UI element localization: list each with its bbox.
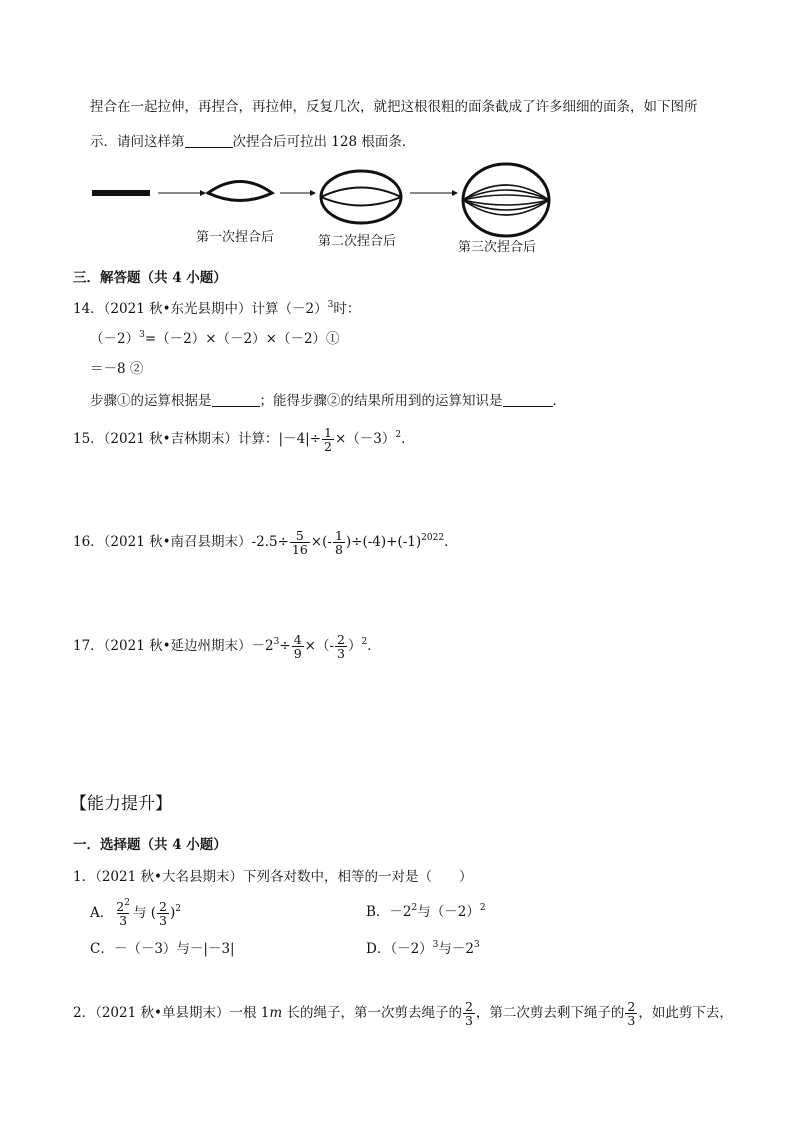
q17-frac1-num: 4	[293, 632, 302, 647]
mc1-option-a-close: )	[169, 905, 176, 922]
q17-end: ．	[367, 638, 381, 655]
section-3-heading: 三．解答题（共 4 小题）	[73, 270, 227, 286]
q16-fraction-1	[290, 529, 310, 556]
mc1-option-b-exp-2: 2	[479, 903, 486, 913]
q14-eq2-value: ＝－8	[90, 361, 126, 377]
q14-blank-2[interactable]	[503, 406, 553, 407]
q17-close: ）	[347, 638, 362, 655]
mc1-a-f1-num-base: 2	[116, 899, 125, 914]
q16-expr-b: ×(-	[310, 534, 332, 551]
q16-frac2-num: 1	[334, 528, 343, 543]
caption-second-pinch: 第二次捏合后	[318, 234, 397, 249]
q17-frac1-den: 9	[293, 646, 302, 662]
q16-frac1-den: 16	[291, 542, 308, 558]
q16-exponent: 2022	[421, 533, 445, 544]
mc1-option-a-label: A．	[90, 905, 114, 922]
mc2-prompt: 2．（2021 秋•单县期末）一根 1	[73, 1005, 270, 1022]
q14-step-mark-1: ①	[117, 393, 131, 409]
mc1-a-f1-num-exp: 2	[124, 898, 130, 908]
mc1-a-f1-den: 3	[119, 913, 128, 929]
step-2-marker: ②	[129, 361, 144, 377]
answer-blank[interactable]	[185, 147, 233, 148]
caption-first-pinch: 第一次捏合后	[196, 230, 275, 245]
q16-expr-c: )÷(-4)+(-1)	[345, 534, 422, 551]
mc1-a-f2-num: 2	[159, 899, 167, 914]
q15-end: ．	[401, 431, 415, 448]
mc-question-1: 1．（2021 秋•大名县期末）下列各对数中，相等的一对是（ ）	[73, 869, 473, 885]
q16-fraction-2	[333, 529, 345, 556]
q15-mid: ×（－3）	[335, 431, 396, 448]
intro-line-1: 捏合在一起拉伸，再捏合，再拉伸，反复几次，就把这根很粗的面条截成了许多细细的面条，如下图所	[90, 99, 698, 115]
mc1-a-f2-den: 3	[159, 913, 167, 929]
q17-exponent-1: 3	[273, 637, 280, 648]
q14-step-text-d: 的结果所用到的运算知识是	[340, 393, 503, 409]
mc2-text-c: ，如此剪下去，	[638, 1005, 733, 1022]
q14-steps	[90, 395, 566, 409]
mc2-frac2-den: 3	[627, 1013, 636, 1029]
mc1-option-c[interactable]: C．－（－3）与－|－3|	[90, 941, 235, 957]
mc1-option-a-mid: 与 (	[132, 905, 156, 922]
q14-step-text-c: ；能得步骤	[259, 393, 327, 409]
q17-frac2-num: 2	[337, 632, 345, 647]
mc2-text-b: ，第二次剪去剩下绳子的	[475, 1005, 625, 1022]
mc1-option-b-b: 与（－2）	[417, 904, 480, 920]
third-pinch-shape	[463, 164, 549, 236]
first-pinch-shape	[208, 182, 272, 201]
mc2-frac1-num: 2	[464, 999, 473, 1014]
mc1-option-d-exp-2: 3	[474, 940, 480, 950]
mc1-option-a-frac-2	[157, 900, 169, 927]
mc2-fraction-2	[625, 1000, 637, 1027]
mc1-option-d-b: 与－2	[438, 941, 474, 957]
q14-step-text-a: 步骤	[90, 393, 117, 409]
q17-frac2-den: 3	[337, 646, 345, 662]
arrow-2	[280, 190, 316, 196]
q15-fraction	[322, 426, 334, 453]
mc1-option-b-a: B．－2	[366, 904, 412, 920]
q14-blank-1[interactable]	[212, 406, 260, 407]
q17-div: ÷	[279, 638, 291, 655]
mc1-option-b[interactable]	[366, 903, 486, 920]
q14-exponent: 3	[327, 300, 334, 310]
caption-third-pinch: 第三次捏合后	[458, 240, 537, 255]
question-14	[73, 300, 361, 317]
q16-end: ．	[444, 534, 458, 551]
arrow-3	[410, 190, 458, 196]
mc2-frac2-num: 2	[627, 999, 636, 1014]
q17-prompt: 17．（2021 秋•延边州期末）－2	[73, 638, 274, 655]
ability-heading: 【能力提升】	[70, 794, 172, 814]
q14-equation-2	[90, 363, 143, 377]
q16-expr-a: -2.5÷	[251, 534, 289, 551]
mc1-option-b-exp-1: 2	[411, 903, 418, 913]
step-1-marker: ①	[326, 331, 340, 347]
q16-frac2-den: 8	[334, 542, 343, 558]
intro-line-2-start: 示．请问这样第	[90, 134, 185, 150]
q15-frac-num: 1	[324, 425, 332, 440]
q14-prompt: 14．（2021 秋•东光县期中）计算（－2）	[73, 301, 328, 317]
mc1-option-d-a: D．（－2）	[366, 941, 433, 957]
q14-eq-exponent: 3	[139, 330, 145, 340]
mc1-a-f1-num	[114, 900, 132, 913]
q15-exponent: 2	[395, 430, 402, 441]
question-16	[73, 529, 458, 556]
mc1-option-a-frac-1	[114, 900, 132, 927]
q14-prompt-end: 时：	[333, 301, 361, 317]
mc1-option-d-exp-1: 3	[432, 940, 439, 950]
mc-question-2	[73, 1000, 733, 1027]
arrow-1	[158, 190, 206, 196]
q17-mid: ×（-	[304, 638, 335, 655]
second-pinch-shape	[321, 171, 401, 223]
q14-step-end: ．	[552, 393, 566, 409]
q14-eq-expansion: =（－2）×（－2）×（－2）	[144, 331, 327, 347]
q14-eq-base: （－2）	[90, 331, 140, 347]
intro-line-2-end: 次捏合后可拉出 128 根面条．	[232, 134, 416, 150]
q14-step-mark-2: ②	[327, 393, 341, 409]
q16-prompt: 16．（2021 秋•南召县期末）	[73, 534, 252, 551]
mc2-unit: m	[269, 1005, 283, 1022]
q14-step-text-b: 的运算根据是	[130, 393, 212, 409]
mc1-option-a[interactable]	[90, 900, 181, 927]
section-1-heading: 一．选择题（共 4 小题）	[73, 837, 227, 853]
mc2-fraction-1	[463, 1000, 475, 1027]
q16-frac1-num: 5	[295, 528, 304, 543]
mc1-option-d[interactable]	[366, 940, 480, 957]
question-15	[73, 426, 415, 453]
question-17	[73, 633, 381, 660]
mc2-text-a: 长的绳子，第一次剪去绳子的	[282, 1005, 462, 1022]
mc2-frac1-den: 3	[464, 1013, 473, 1029]
q17-fraction-2	[335, 633, 347, 660]
q15-frac-den: 2	[324, 439, 332, 455]
q17-exponent-2: 2	[361, 637, 368, 648]
q17-fraction-1	[292, 633, 304, 660]
intro-line-2	[90, 136, 415, 150]
q15-prompt: 15．（2021 秋•吉林期末）计算：|－4|÷	[73, 431, 322, 448]
mc1-option-a-exp: 2	[175, 904, 181, 915]
q14-equation-1	[90, 330, 340, 347]
thick-noodle	[92, 190, 150, 196]
